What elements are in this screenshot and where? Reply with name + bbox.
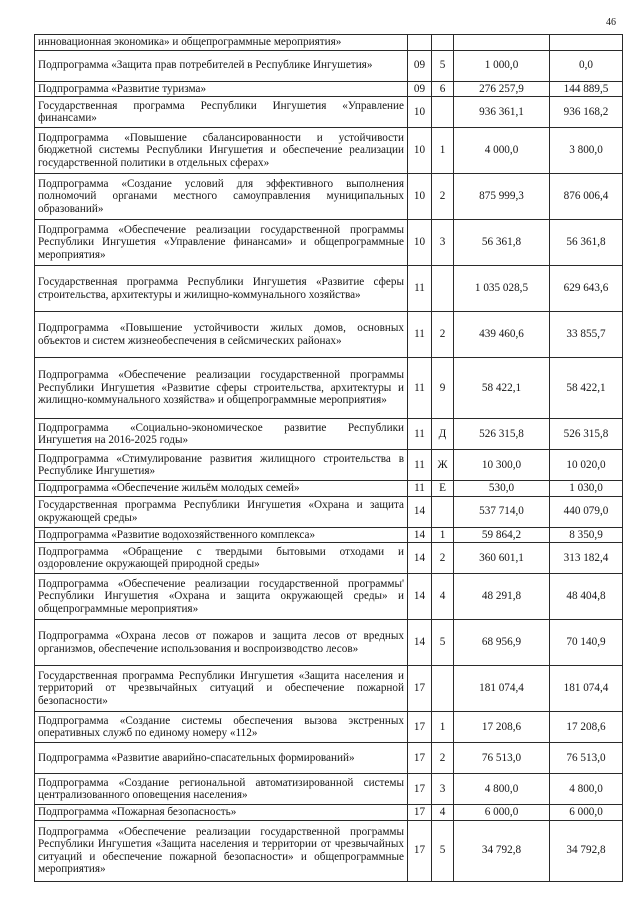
- program-code-cell: 09: [408, 50, 432, 81]
- program-name-cell: Подпрограмма «Обеспечение реализации государственной программы Республики Ингушетия «Развитие сферы строительства, архитектуры и жилищно-коммунального хозяйства» и общепрограммные мероприятия»: [35, 358, 408, 419]
- amount-second-cell: 76 513,0: [550, 743, 623, 774]
- program-name-cell: инновационная экономика» и общепрограммные мероприятия»: [35, 35, 408, 51]
- amount-first-cell: 360 601,1: [454, 543, 550, 574]
- subprogram-code-cell: Ж: [432, 450, 454, 481]
- subprogram-code-cell: [432, 266, 454, 312]
- subprogram-code-cell: Е: [432, 481, 454, 497]
- amount-second-cell: 3 800,0: [550, 128, 623, 174]
- program-code-cell: 14: [408, 496, 432, 527]
- budget-table: [34, 34, 623, 882]
- subprogram-code-cell: 1: [432, 712, 454, 743]
- program-name-cell: Подпрограмма «Защита прав потребителей в Республике Ингушетия»: [35, 50, 408, 81]
- amount-second-cell: 58 422,1: [550, 358, 623, 419]
- program-code-cell: 11: [408, 266, 432, 312]
- program-code-cell: 14: [408, 543, 432, 574]
- program-code-cell: 17: [408, 666, 432, 712]
- amount-second-cell: 0,0: [550, 50, 623, 81]
- subprogram-code-cell: 4: [432, 574, 454, 620]
- program-code-cell: 11: [408, 481, 432, 497]
- program-name-cell: Подпрограмма «Обеспечение реализации государственной программы Республики Ингушетия «Защита населения и территории от чрезвычайных ситуаций и обеспечение пожарной безопасности» и общепрограммные мероприятия»: [35, 820, 408, 881]
- subprogram-code-cell: Д: [432, 419, 454, 450]
- amount-second-cell: 629 643,6: [550, 266, 623, 312]
- table-row: [35, 50, 623, 81]
- program-name-cell: Подпрограмма «Развитие аварийно-спасательных формирований»: [35, 743, 408, 774]
- program-name-cell: Подпрограмма «Охрана лесов от пожаров и защита лесов от вредных организмов, обеспечение использования и воспроизводство лесов»: [35, 620, 408, 666]
- table-row: [35, 496, 623, 527]
- program-name-cell: Подпрограмма «Социально-экономическое развитие Республики Ингушетия на 2016-2025 годы»: [35, 419, 408, 450]
- program-code-cell: 10: [408, 220, 432, 266]
- amount-second-cell: 876 006,4: [550, 174, 623, 220]
- amount-first-cell: 34 792,8: [454, 820, 550, 881]
- program-name-cell: Подпрограмма «Стимулирование развития жилищного строительства в Республике Ингушетия»: [35, 450, 408, 481]
- subprogram-code-cell: 4: [432, 805, 454, 821]
- amount-first-cell: 10 300,0: [454, 450, 550, 481]
- amount-first-cell: 48 291,8: [454, 574, 550, 620]
- table-row: [35, 620, 623, 666]
- table-row: [35, 266, 623, 312]
- program-name-cell: Подпрограмма «Обеспечение реализации государственной программы Республики Ингушетия «Управление финансами» и общепрограммные мероприятия»: [35, 220, 408, 266]
- amount-second-cell: 6 000,0: [550, 805, 623, 821]
- table-row: [35, 743, 623, 774]
- subprogram-code-cell: 9: [432, 358, 454, 419]
- amount-second-cell: 70 140,9: [550, 620, 623, 666]
- program-code-cell: 17: [408, 743, 432, 774]
- table-row: [35, 527, 623, 543]
- amount-second-cell: 313 182,4: [550, 543, 623, 574]
- program-code-cell: 11: [408, 419, 432, 450]
- program-name-cell: Государственная программа Республики Ингушетия «Развитие сферы строительства, архитектуры и жилищно-коммунального хозяйства»: [35, 266, 408, 312]
- program-code-cell: [408, 35, 432, 51]
- subprogram-code-cell: 3: [432, 774, 454, 805]
- amount-first-cell: 537 714,0: [454, 496, 550, 527]
- page-number: 46: [606, 17, 616, 28]
- amount-first-cell: 875 999,3: [454, 174, 550, 220]
- subprogram-code-cell: [432, 97, 454, 128]
- amount-second-cell: 936 168,2: [550, 97, 623, 128]
- table-row: [35, 358, 623, 419]
- table-row: [35, 419, 623, 450]
- amount-second-cell: 1 030,0: [550, 481, 623, 497]
- program-code-cell: 17: [408, 805, 432, 821]
- budget-table-body: [35, 35, 623, 882]
- amount-first-cell: 276 257,9: [454, 81, 550, 97]
- amount-second-cell: 17 208,6: [550, 712, 623, 743]
- amount-first-cell: 4 800,0: [454, 774, 550, 805]
- program-code-cell: 17: [408, 712, 432, 743]
- subprogram-code-cell: [432, 35, 454, 51]
- program-code-cell: 17: [408, 820, 432, 881]
- table-row: [35, 712, 623, 743]
- amount-second-cell: 144 889,5: [550, 81, 623, 97]
- table-row: [35, 805, 623, 821]
- program-name-cell: Подпрограмма «Создание системы обеспечения вызова экстренных оперативных служб по единому номеру «112»: [35, 712, 408, 743]
- program-name-cell: Государственная программа Республики Ингушетия «Охрана и защита окружающей среды»: [35, 496, 408, 527]
- program-name-cell: Подпрограмма «Развитие туризма»: [35, 81, 408, 97]
- amount-first-cell: 4 000,0: [454, 128, 550, 174]
- amount-second-cell: 56 361,8: [550, 220, 623, 266]
- table-row: [35, 543, 623, 574]
- subprogram-code-cell: 3: [432, 220, 454, 266]
- subprogram-code-cell: 6: [432, 81, 454, 97]
- table-row: [35, 35, 623, 51]
- amount-first-cell: 530,0: [454, 481, 550, 497]
- subprogram-code-cell: 2: [432, 543, 454, 574]
- amount-first-cell: 68 956,9: [454, 620, 550, 666]
- amount-first-cell: 56 361,8: [454, 220, 550, 266]
- table-row: [35, 774, 623, 805]
- subprogram-code-cell: 1: [432, 527, 454, 543]
- program-code-cell: 11: [408, 358, 432, 419]
- amount-second-cell: 526 315,8: [550, 419, 623, 450]
- program-name-cell: Государственная программа Республики Ингушетия «Защита населения и территорий от чрезвычайных ситуаций и обеспечение пожарной безопасности»: [35, 666, 408, 712]
- program-code-cell: 09: [408, 81, 432, 97]
- program-name-cell: Подпрограмма «Обращение с твердыми бытовыми отходами и оздоровление окружающей природной среды»: [35, 543, 408, 574]
- subprogram-code-cell: 2: [432, 743, 454, 774]
- table-row: [35, 450, 623, 481]
- program-code-cell: 14: [408, 620, 432, 666]
- amount-second-cell: 4 800,0: [550, 774, 623, 805]
- program-name-cell: Подпрограмма «Создание региональной автоматизированной системы централизованного оповещения населения»: [35, 774, 408, 805]
- amount-first-cell: [454, 35, 550, 51]
- program-name-cell: Подпрограмма «Создание условий для эффективного выполнения полномочий органами местного самоуправления муниципальных образований»: [35, 174, 408, 220]
- amount-first-cell: 936 361,1: [454, 97, 550, 128]
- amount-second-cell: 181 074,4: [550, 666, 623, 712]
- subprogram-code-cell: 5: [432, 820, 454, 881]
- subprogram-code-cell: 5: [432, 50, 454, 81]
- program-name-cell: Государственная программа Республики Ингушетия «Управление финансами»: [35, 97, 408, 128]
- program-code-cell: 10: [408, 97, 432, 128]
- table-row: [35, 312, 623, 358]
- amount-first-cell: 439 460,6: [454, 312, 550, 358]
- amount-first-cell: 1 000,0: [454, 50, 550, 81]
- amount-second-cell: 34 792,8: [550, 820, 623, 881]
- amount-first-cell: 526 315,8: [454, 419, 550, 450]
- amount-second-cell: 10 020,0: [550, 450, 623, 481]
- program-name-cell: Подпрограмма «Повышение сбалансированности и устойчивости бюджетной системы Республики Ингушетия и обеспечение реализации государственной политики в отдельных сферах»: [35, 128, 408, 174]
- subprogram-code-cell: 5: [432, 620, 454, 666]
- subprogram-code-cell: [432, 496, 454, 527]
- amount-first-cell: 6 000,0: [454, 805, 550, 821]
- table-row: [35, 666, 623, 712]
- program-name-cell: Подпрограмма «Развитие водохозяйственного комплекса»: [35, 527, 408, 543]
- program-name-cell: Подпрограмма «Обеспечение реализации государственной программы' Республики Ингушетия «Охрана и защита окружающей среды» и общепрограммные мероприятия»: [35, 574, 408, 620]
- program-name-cell: Подпрограмма «Повышение устойчивости жилых домов, основных объектов и систем жизнеобеспечения в сейсмических районах»: [35, 312, 408, 358]
- table-row: [35, 481, 623, 497]
- amount-first-cell: 1 035 028,5: [454, 266, 550, 312]
- program-name-cell: Подпрограмма «Обеспечение жильём молодых семей»: [35, 481, 408, 497]
- table-row: [35, 174, 623, 220]
- program-code-cell: 10: [408, 128, 432, 174]
- amount-second-cell: 48 404,8: [550, 574, 623, 620]
- subprogram-code-cell: 1: [432, 128, 454, 174]
- table-row: [35, 820, 623, 881]
- table-row: [35, 220, 623, 266]
- amount-first-cell: 58 422,1: [454, 358, 550, 419]
- program-code-cell: 11: [408, 312, 432, 358]
- amount-first-cell: 181 074,4: [454, 666, 550, 712]
- amount-first-cell: 59 864,2: [454, 527, 550, 543]
- program-code-cell: 11: [408, 450, 432, 481]
- program-code-cell: 14: [408, 527, 432, 543]
- amount-second-cell: 440 079,0: [550, 496, 623, 527]
- table-row: [35, 128, 623, 174]
- program-code-cell: 10: [408, 174, 432, 220]
- program-name-cell: Подпрограмма «Пожарная безопасность»: [35, 805, 408, 821]
- subprogram-code-cell: [432, 666, 454, 712]
- program-code-cell: 14: [408, 574, 432, 620]
- amount-second-cell: 8 350,9: [550, 527, 623, 543]
- program-code-cell: 17: [408, 774, 432, 805]
- amount-first-cell: 76 513,0: [454, 743, 550, 774]
- table-row: [35, 97, 623, 128]
- amount-second-cell: [550, 35, 623, 51]
- subprogram-code-cell: 2: [432, 174, 454, 220]
- subprogram-code-cell: 2: [432, 312, 454, 358]
- table-row: [35, 574, 623, 620]
- amount-second-cell: 33 855,7: [550, 312, 623, 358]
- table-row: [35, 81, 623, 97]
- amount-first-cell: 17 208,6: [454, 712, 550, 743]
